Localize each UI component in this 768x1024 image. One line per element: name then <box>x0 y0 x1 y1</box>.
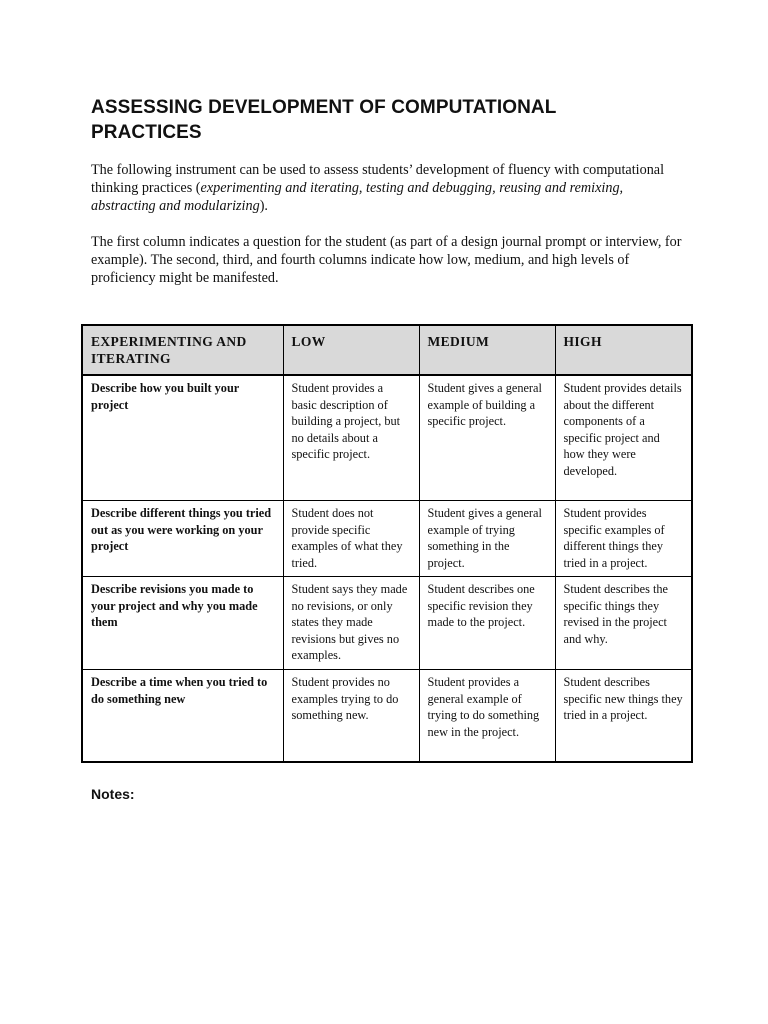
high-cell: Student provides details about the different components of a specific project and how they were developed. <box>555 375 692 501</box>
header-medium: MEDIUM <box>419 325 555 375</box>
low-cell: Student does not provide specific examples of what they tried. <box>283 501 419 577</box>
low-cell: Student provides no examples trying to do something new. <box>283 670 419 763</box>
intro-paragraph-1-end: ). <box>259 198 268 214</box>
page-title: ASSESSING DEVELOPMENT OF COMPUTATIONAL PRACTICES <box>91 97 557 143</box>
medium-cell: Student gives a general example of building a specific project. <box>419 375 555 501</box>
header-practice: EXPERIMENTING AND ITERATING <box>82 325 283 375</box>
header-low: LOW <box>283 325 419 375</box>
table-row <box>82 501 692 577</box>
medium-cell: Student describes one specific revision they made to the project. <box>419 577 555 670</box>
table-row <box>82 577 692 670</box>
table-row <box>82 670 692 763</box>
table-row <box>82 375 692 501</box>
high-cell: Student describes the specific things they revised in the project and why. <box>555 577 692 670</box>
question-cell: Describe a time when you tried to do something new <box>82 670 283 763</box>
notes-label: Notes: <box>91 786 135 802</box>
high-cell: Student provides specific examples of different things they tried in a project. <box>555 501 692 577</box>
question-cell: Describe different things you tried out as you were working on your project <box>82 501 283 577</box>
question-cell: Describe how you built your project <box>82 375 283 501</box>
high-cell: Student describes specific new things they tried in a project. <box>555 670 692 763</box>
medium-cell: Student gives a general example of trying something in the project. <box>419 501 555 577</box>
table-header-row <box>82 325 692 375</box>
intro-paragraph-2: The first column indicates a question for the student (as part of a design journal prompt or interview, for example). The second, third, and fourth columns indicate how low, medium, and high levels of proficiency might be manifested. <box>91 234 682 286</box>
intro-practices-list: experimenting and iterating, testing and debugging, reusing and remixing, abstracting and modularizing <box>91 180 624 214</box>
medium-cell: Student provides a general example of trying to do something new in the project. <box>419 670 555 763</box>
assessment-rubric-table <box>81 324 693 763</box>
header-high: HIGH <box>555 325 692 375</box>
low-cell: Student provides a basic description of building a project, but no details about a specific project. <box>283 375 419 501</box>
question-cell: Describe revisions you made to your project and why you made them <box>82 577 283 670</box>
intro-paragraph-1-text: The following instrument can be used to assess students’ development of fluency with computational thinking practices ( <box>91 162 665 196</box>
low-cell: Student says they made no revisions, or only states they made revisions but gives no examples. <box>283 577 419 670</box>
intro-paragraph-1 <box>91 161 691 215</box>
